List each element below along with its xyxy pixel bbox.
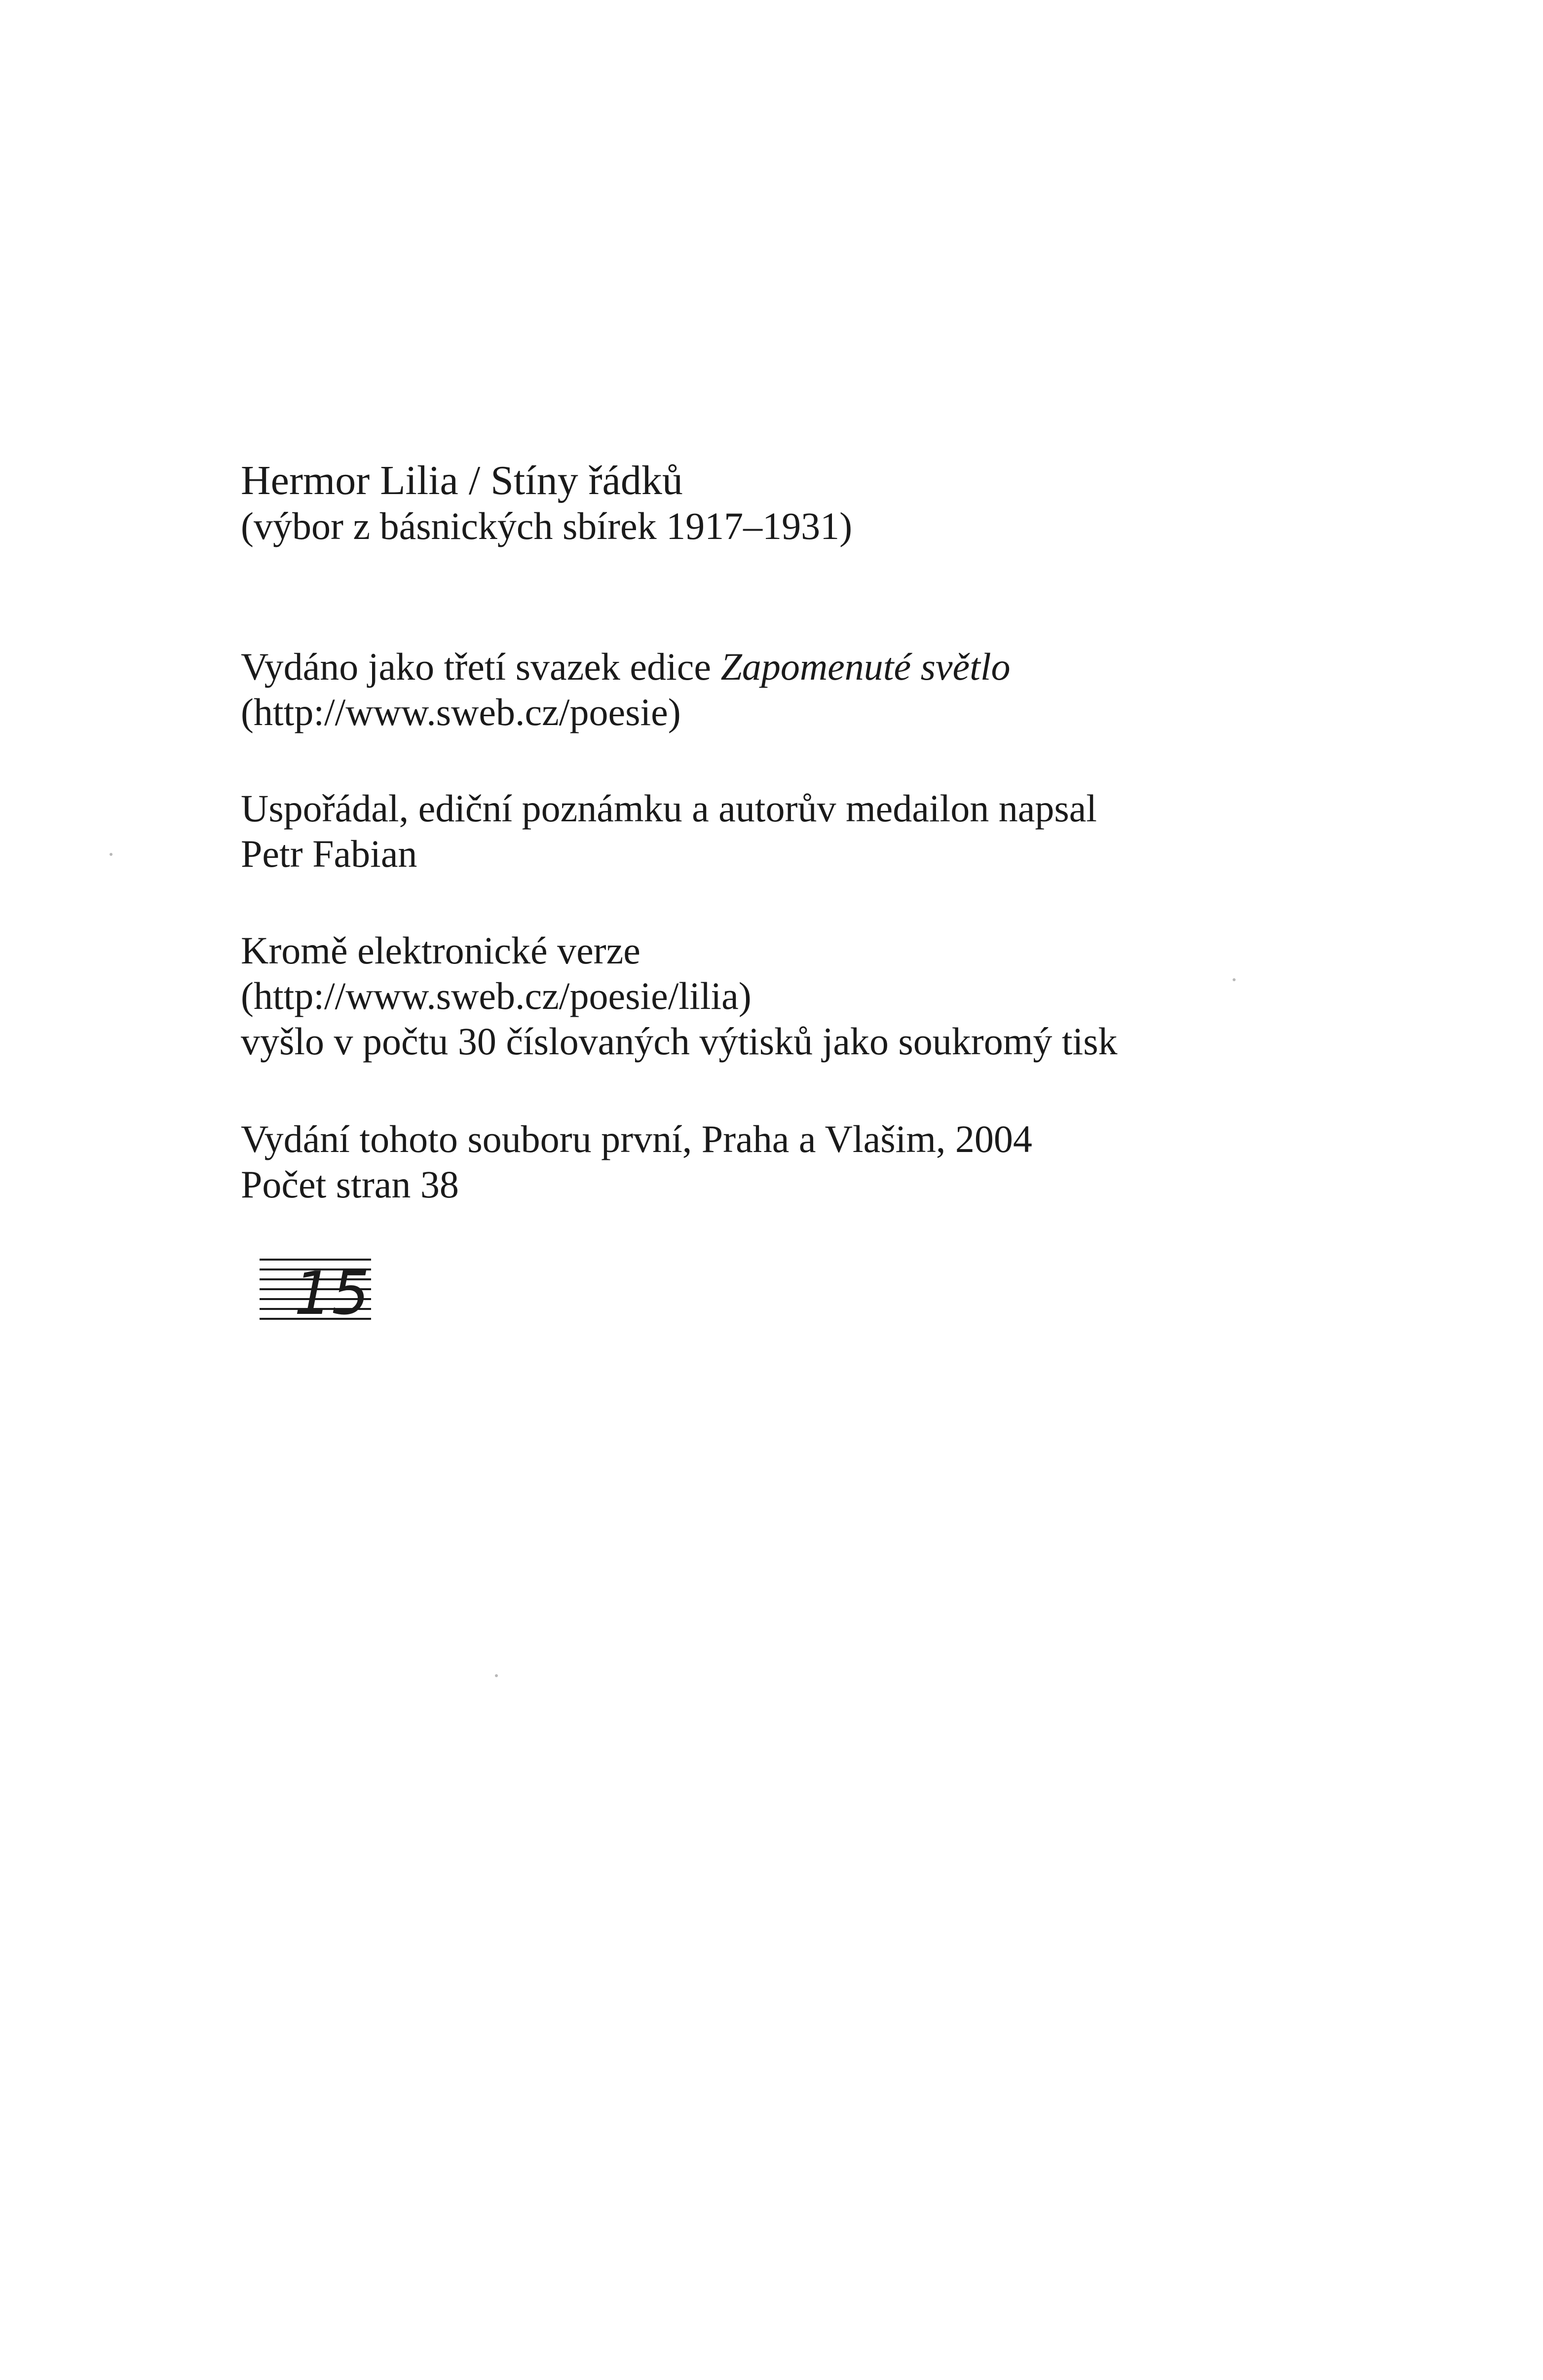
edition-block (241, 644, 1011, 735)
copy-number-text: 15 (294, 1260, 370, 1324)
publication-block (241, 1116, 1032, 1207)
book-subtitle: (výbor z básnických sbírek 1917–1931) (241, 504, 853, 547)
print-run-line: vyšlo v počtu 30 číslovaných výtisků jako soukromý tisk (241, 1020, 1118, 1063)
paper-speck (110, 853, 113, 856)
paper-speck (495, 1674, 498, 1677)
page-count: Počet stran 38 (241, 1163, 459, 1206)
title-block (241, 458, 852, 549)
edition-url: (http://www.sweb.cz/poesie) (241, 691, 681, 733)
copy-number-stamp (260, 1245, 371, 1324)
edition-prefix: Vydáno jako třetí svazek edice (241, 645, 721, 688)
edition-series-name: Zapomenuté světlo (720, 645, 1011, 688)
electronic-line-1: Kromě elektronické verze (241, 929, 640, 972)
electronic-url: (http://www.sweb.cz/poesie/lilia) (241, 974, 752, 1017)
electronic-version-block (241, 928, 1118, 1064)
paper-speck (1233, 978, 1236, 981)
editor-block (241, 786, 1097, 877)
publication-line-1: Vydání tohoto souboru první, Praha a Vlašim, 2004 (241, 1117, 1032, 1160)
edition-line (241, 644, 1011, 690)
copy-number-stamp-graphic (260, 1245, 371, 1324)
editor-name: Petr Fabian (241, 832, 417, 875)
book-title: Hermor Lilia / Stíny řádků (241, 458, 683, 503)
editor-line-1: Uspořádal, ediční poznámku a autorův medailon napsal (241, 787, 1097, 830)
